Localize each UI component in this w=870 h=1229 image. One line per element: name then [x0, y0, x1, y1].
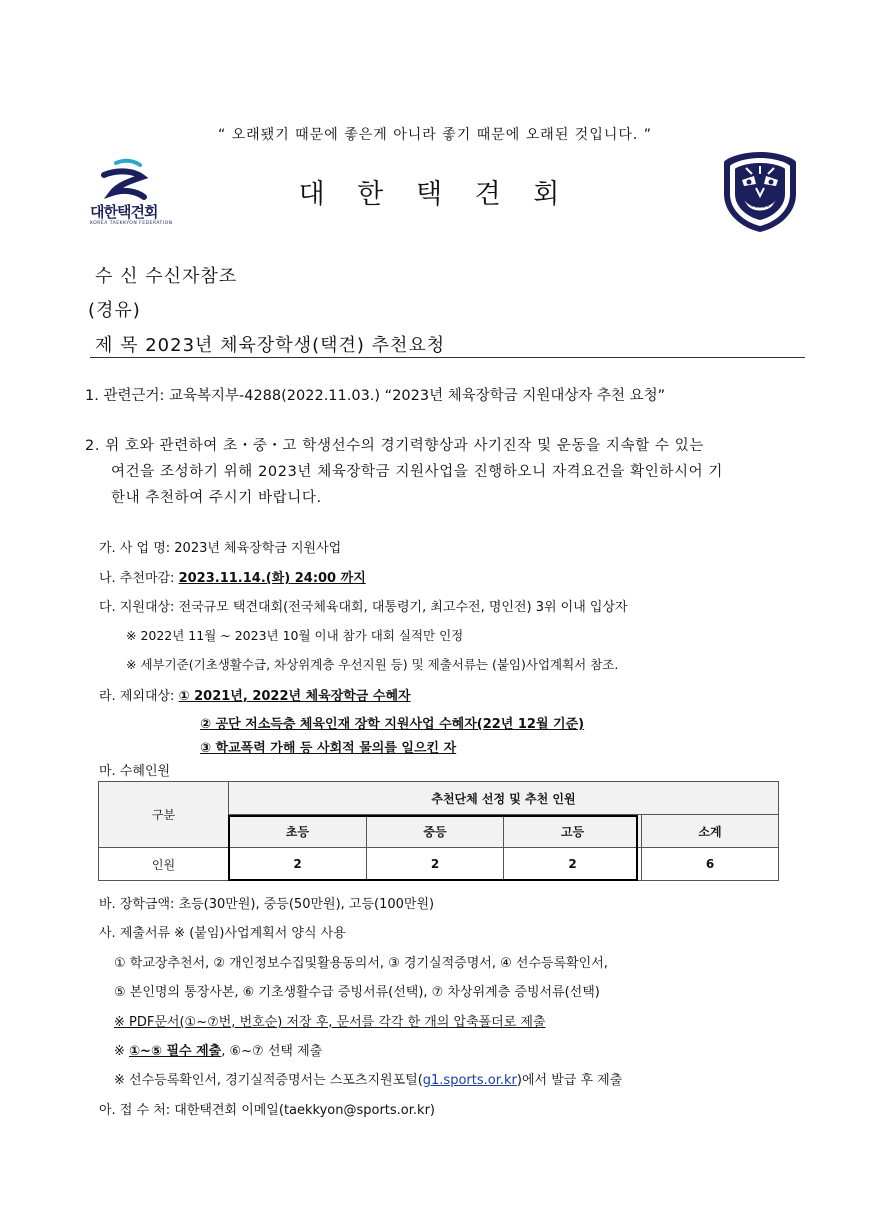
item-a: 아. 접 수 처: 대한택견회 이메일(taekkyon@sports.or.kr)	[99, 1103, 435, 1118]
item-ma: 마. 수혜인원	[99, 764, 171, 779]
item-ra	[99, 685, 411, 704]
logo-text: 대한택견회	[90, 203, 158, 221]
deadline-value: 2023.11.14.(화) 24:00 까지	[178, 571, 366, 586]
via-line: (경유)	[88, 300, 141, 321]
item-da: 다. 지원대상: 전국규모 택견대회(전국체육대회, 대통령기, 최고수전, 명인전) 3위 이내 입상자	[99, 600, 628, 615]
item-ba: 바. 장학금액: 초등(30만원), 중등(50만원), 고등(100만원)	[99, 897, 435, 912]
table-cell-high: 2	[504, 848, 642, 881]
organization-title: 대 한 택 견 회	[298, 179, 572, 210]
table-cell-middle: 2	[367, 848, 504, 881]
table-cell-elementary: 2	[229, 848, 367, 881]
item-da-note-1: ※ 2022년 11월 ~ 2023년 10월 이내 참가 대회 실적만 인정	[126, 628, 464, 643]
docs-line-2: ⑤ 본인명의 통장사본, ⑥ 기초생활수급 증빙서류(선택), ⑦ 차상위계층 증빙서류(선택)	[114, 985, 600, 1000]
table-row-label: 인원	[99, 848, 229, 881]
beneficiary-table	[98, 781, 779, 881]
header-divider	[90, 357, 805, 358]
exclusion-3: ③ 학교폭력 가해 등 사회적 물의를 일으킨 자	[200, 741, 457, 756]
logo-subtitle: KOREA TAEKKYON FEDERATION	[90, 221, 173, 226]
note-2-rest: , ⑥~⑦ 선택 제출	[221, 1044, 323, 1059]
table-group-header: 추천단체 선정 및 추천 인원	[229, 782, 779, 815]
exclusion-2: ② 공단 저소득층 체육인재 장학 지원사업 수혜자(22년 12월 기준)	[200, 717, 585, 732]
table-col-elementary: 초등	[229, 815, 367, 848]
recipient-line: 수 신 수신자참조	[95, 266, 238, 287]
paragraph-2-line-1: 2. 위 호와 관련하여 초・중・고 학생선수의 경기력향상과 사기진작 및 운동을 지속할 수 있는	[85, 438, 704, 454]
table-col-high: 고등	[504, 815, 642, 848]
sports-portal-link[interactable]: g1.sports.or.kr	[422, 1073, 517, 1088]
submission-note-3	[114, 1069, 622, 1088]
note-3-suffix: )에서 발급 후 제출	[516, 1073, 623, 1088]
note-3-prefix: ※ 선수등록확인서, 경기실적증명서는 스포츠지원포털(	[114, 1073, 423, 1088]
paragraph-1: 1. 관련근거: 교육복지부-4288(2022.11.03.) “2023년 체육장학금 지원대상자 추천 요청”	[85, 388, 666, 404]
table-col-middle: 중등	[367, 815, 504, 848]
table-cell-subtotal: 6	[642, 848, 779, 881]
docs-line-1: ① 학교장추천서, ② 개인정보수집및활용동의서, ③ 경기실적증명서, ④ 선수등록확인서,	[114, 956, 608, 971]
submission-note-1: ※ PDF문서(①~⑦번, 번호순) 저장 후, 문서를 각각 한 개의 압축폴더로 제출	[114, 1015, 546, 1030]
paragraph-2-line-3: 한내 추천하여 주시기 바랍니다.	[111, 490, 322, 506]
subject-line: 제 목 2023년 체육장학생(택견) 추천요청	[95, 335, 446, 356]
item-na-label: 나. 추천마감:	[99, 571, 179, 586]
note-2-prefix: ※	[114, 1044, 130, 1059]
required-documents: ①~⑤ 필수 제출	[129, 1044, 222, 1059]
item-ga: 가. 사 업 명: 2023년 체육장학금 지원사업	[99, 541, 342, 556]
item-ra-label: 라. 제외대상:	[99, 689, 179, 704]
exclusion-1: ① 2021년, 2022년 체육장학금 수혜자	[178, 689, 411, 704]
table-row-header: 구분	[99, 782, 229, 848]
paragraph-2-line-2: 여건을 조성하기 위해 2023년 체육장학금 지원사업을 진행하오니 자격요건을 확인하시어 기	[111, 464, 724, 480]
submission-note-2	[114, 1040, 322, 1059]
motto: “ 오래됐기 때문에 좋은게 아니라 좋기 때문에 오래된 것입니다. ”	[217, 127, 653, 143]
item-da-note-2: ※ 세부기준(기초생활수급, 차상위계층 우선지원 등) 및 제출서류는 (붙임)사업계획서 참조.	[126, 657, 619, 672]
table-col-subtotal: 소계	[642, 815, 779, 848]
mask-emblem-icon	[722, 150, 798, 234]
item-sa: 사. 제출서류 ※ (붙임)사업계획서 양식 사용	[99, 926, 346, 941]
item-na	[99, 567, 366, 586]
